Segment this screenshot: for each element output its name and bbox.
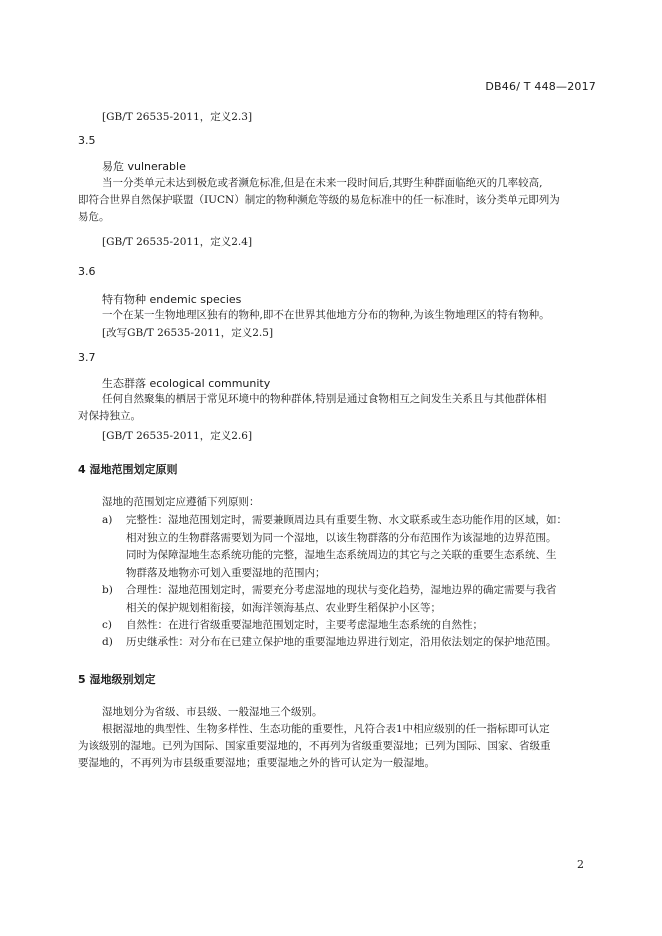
list-item-line: 自然性：在进行省级重要湿地范围划定时，主要考虑湿地生态系统的自然性； [126, 619, 483, 631]
term-ecological-community: 生态群落 ecological community [102, 377, 271, 390]
term-vulnerable: 易危 vulnerable [102, 160, 186, 173]
list-item-line: 相关的保护规划相衔接，如海洋领海基点、农业野生稻保护小区等； [126, 601, 441, 614]
section-title-4: 4 湿地范围划定原则 [78, 463, 178, 476]
list-item-line: 历史继承性：对分布在已建立保护地的重要湿地边界进行划定，沿用依法划定的保护地范围。 [126, 636, 557, 648]
list-marker: b) [102, 584, 113, 596]
reference-3-5: [GB/T 26535-2011，定义2.4] [102, 236, 253, 248]
paragraph-line: 为该级别的湿地。已列为国际、国家重要湿地的，不再列为省级重要湿地；已列为国际、国家、省级重 [78, 740, 551, 752]
paragraph: 湿地划分为省级、市县级、一般湿地三个级别。 [102, 706, 323, 718]
reference-3-7: [GB/T 26535-2011，定义2.6] [102, 430, 253, 442]
definition-line: 任何自然聚集的栖居于常见环境中的物种群体,特别是通过食物相互之间发生关系且与其他群体相 [102, 393, 547, 405]
list-marker: d) [102, 636, 113, 648]
list-item-c [102, 617, 602, 635]
list-item-line: 合理性：湿地范围划定时，需要充分考虑湿地的现状与变化趋势，湿地边界的确定需要与我省 [126, 584, 557, 596]
list-item-d [102, 634, 602, 652]
section-title-5: 5 湿地级别划定 [78, 673, 156, 686]
definition-line: 即符合世界自然保护联盟（IUCN）制定的物种濒危等级的易危标准中的任一标准时，该分类单元即列为 [78, 194, 560, 206]
reference-3-6: [改写GB/T 26535-2011，定义2.5] [102, 327, 274, 339]
list-item-line: 完整性：湿地范围划定时，需要兼顾周边具有重要生物、水文联系或生态功能作用的区域，如： [126, 514, 567, 526]
clause-number-3-5: 3.5 [78, 134, 96, 147]
standard-code: DB46/ T 448—2017 [485, 80, 596, 93]
list-item-line: 同时为保障湿地生态系统功能的完整，湿地生态系统周边的其它与之关联的重要生态系统、生 [126, 549, 557, 561]
term-endemic-species: 特有物种 endemic species [102, 293, 242, 306]
clause-number-3-7: 3.7 [78, 351, 96, 364]
list-item-a [102, 512, 602, 584]
section-intro: 湿地的范围划定应遵循下列原则： [102, 496, 260, 508]
definition-line: 对保持独立。 [78, 410, 141, 422]
list-item-line: 相对独立的生物群落需要划为同一个湿地，以该生物群落的分布范围作为该湿地的边界范围。 [126, 531, 557, 544]
paragraph-line: 要湿地的，不再列为市县级重要湿地；重要湿地之外的皆可认定为一般湿地。 [78, 757, 435, 769]
paragraph-line: 根据湿地的典型性、生物多样性、生态功能的重要性，凡符合表1中相应级别的任一指标即可认定 [102, 723, 550, 735]
list-item-line: 物群落及地物亦可划入重要湿地的范围内； [126, 566, 326, 579]
list-marker: a) [102, 514, 113, 526]
list-item-b [102, 582, 602, 618]
list-marker: c) [102, 619, 112, 631]
definition-line: 当一分类单元未达到极危或者濒危标准,但是在未来一段时间后,其野生种群面临绝灭的几率较高, [102, 177, 543, 189]
clause-number-3-6: 3.6 [78, 265, 96, 278]
reference-3-4: [GB/T 26535-2011，定义2.3] [102, 111, 253, 123]
definition-line: 一个在某一生物地理区独有的物种,即不在世界其他地方分布的物种,为该生物地理区的特有物种。 [102, 309, 550, 321]
page-number: 2 [577, 858, 584, 871]
definition-line: 易危。 [78, 211, 110, 223]
